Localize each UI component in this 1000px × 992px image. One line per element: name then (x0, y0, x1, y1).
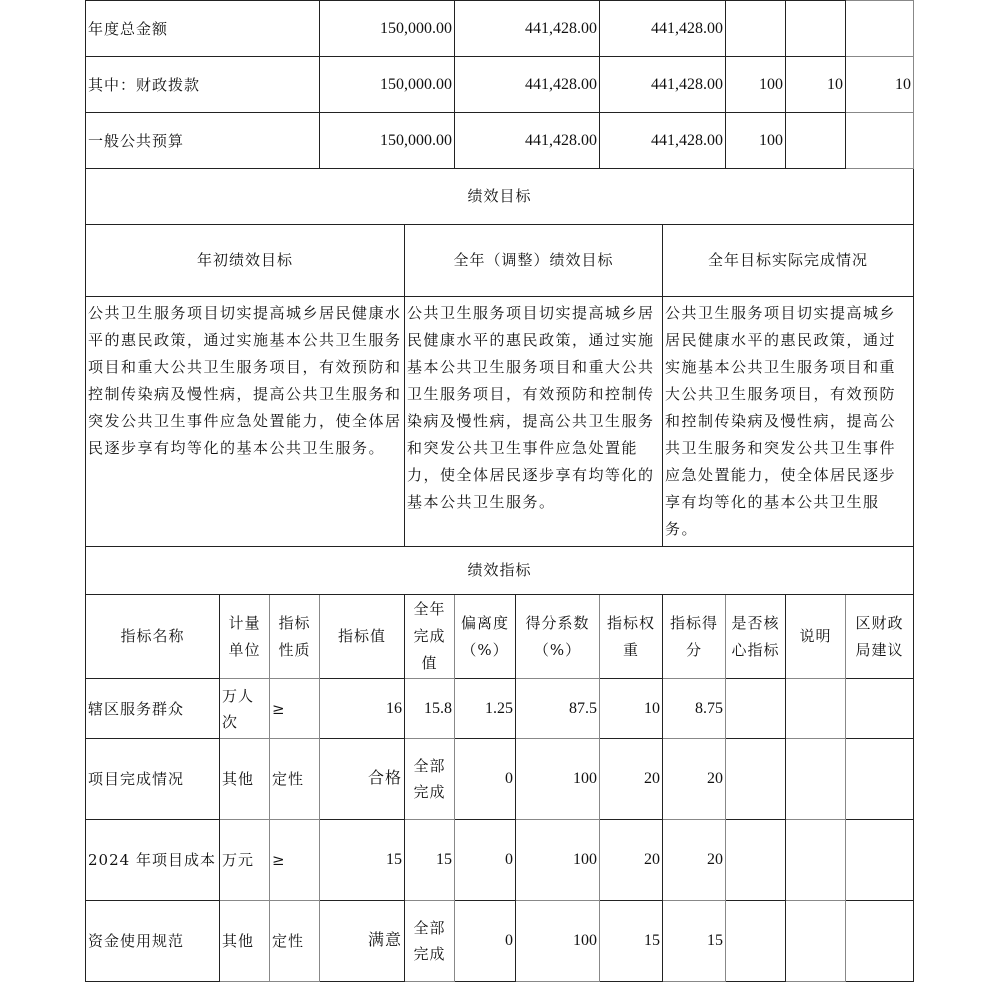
score-value (846, 1, 914, 57)
indicator-note (786, 679, 846, 739)
actual-completion-header: 全年目标实际完成情况 (663, 225, 914, 297)
adjusted-budget-value: 441,428.00 (455, 1, 600, 57)
initial-budget-value: 150,000.00 (320, 113, 455, 169)
indicator-score: 20 (663, 739, 726, 820)
col-header-unit: 计量单位 (220, 595, 270, 679)
indicator-score: 8.75 (663, 679, 726, 739)
indicator-score: 15 (663, 901, 726, 982)
indicator-score: 20 (663, 820, 726, 901)
execution-rate-value (726, 1, 786, 57)
indicator-weight: 20 (600, 820, 663, 901)
col-header-indicator-name: 指标名称 (86, 595, 220, 679)
indicator-note (786, 739, 846, 820)
budget-row-label: 年度总金额 (86, 1, 320, 57)
indicator-unit: 其他 (220, 739, 270, 820)
indicator-suggestion (846, 820, 914, 901)
indicator-weight: 10 (600, 679, 663, 739)
indicator-unit: 万元 (220, 820, 270, 901)
budget-row (86, 113, 914, 169)
adjusted-budget-value: 441,428.00 (455, 57, 600, 113)
indicator-actual: 15.8 (405, 679, 455, 739)
indicators-column-header-row (86, 595, 914, 679)
initial-goal-header: 年初绩效目标 (86, 225, 405, 297)
indicator-deviation: 0 (455, 901, 516, 982)
indicator-row (86, 820, 914, 901)
indicator-suggestion (846, 739, 914, 820)
indicators-section-title: 绩效指标 (86, 547, 914, 595)
indicator-deviation: 0 (455, 820, 516, 901)
goals-header-row (86, 225, 914, 297)
budget-row (86, 1, 914, 57)
budget-row-label: 一般公共预算 (86, 113, 320, 169)
indicator-note (786, 901, 846, 982)
score-value (846, 113, 914, 169)
indicator-core (726, 901, 786, 982)
executed-value: 441,428.00 (600, 113, 726, 169)
indicator-coefficient: 100 (516, 739, 600, 820)
indicator-target: 15 (320, 820, 405, 901)
indicator-core (726, 739, 786, 820)
goals-text-row (86, 297, 914, 547)
weight-value (786, 113, 846, 169)
goals-section-header-row (86, 169, 914, 225)
indicator-row (86, 679, 914, 739)
col-header-core: 是否核心指标 (726, 595, 786, 679)
indicator-name: 2024 年项目成本 (86, 820, 220, 901)
budget-row-label: 其中：财政拨款 (86, 57, 320, 113)
col-header-score: 指标得分 (663, 595, 726, 679)
indicator-coefficient: 87.5 (516, 679, 600, 739)
col-header-actual: 全年完成值 (405, 595, 455, 679)
indicator-coefficient: 100 (516, 820, 600, 901)
col-header-weight: 指标权重 (600, 595, 663, 679)
indicator-actual: 15 (405, 820, 455, 901)
initial-budget-value: 150,000.00 (320, 57, 455, 113)
executed-value: 441,428.00 (600, 1, 726, 57)
goals-section-title: 绩效目标 (86, 169, 914, 225)
indicator-actual: 全部完成 (405, 901, 455, 982)
weight-value: 10 (786, 57, 846, 113)
indicator-name: 项目完成情况 (86, 739, 220, 820)
adjusted-goal-text: 公共卫生服务项目切实提高城乡居民健康水平的惠民政策，通过实施基本公共卫生服务项目和重大公共卫生服务项目，有效预防和控制传染病及慢性病，提高公共卫生服务和突发公共卫生事件应急处置能力，使全体居民逐步享有均等化的基本公共卫生服务。 (405, 297, 663, 547)
indicator-row (86, 739, 914, 820)
indicator-unit: 其他 (220, 901, 270, 982)
indicator-nature: 定性 (270, 739, 320, 820)
indicator-nature: ≥ (270, 679, 320, 739)
executed-value: 441,428.00 (600, 57, 726, 113)
indicator-name: 辖区服务群众 (86, 679, 220, 739)
budget-and-goals-table (85, 0, 914, 982)
initial-budget-value: 150,000.00 (320, 1, 455, 57)
indicator-unit: 万人次 (220, 679, 270, 739)
indicator-coefficient: 100 (516, 901, 600, 982)
col-header-suggestion: 区财政局建议 (846, 595, 914, 679)
execution-rate-value: 100 (726, 113, 786, 169)
col-header-deviation: 偏离度（%） (455, 595, 516, 679)
indicator-name: 资金使用规范 (86, 901, 220, 982)
indicators-section-header-row (86, 547, 914, 595)
execution-rate-value: 100 (726, 57, 786, 113)
indicator-target: 16 (320, 679, 405, 739)
col-header-coefficient: 得分系数（%） (516, 595, 600, 679)
performance-evaluation-table (85, 0, 913, 982)
col-header-nature: 指标性质 (270, 595, 320, 679)
actual-completion-text: 公共卫生服务项目切实提高城乡居民健康水平的惠民政策，通过实施基本公共卫生服务项目和重大公共卫生服务项目，有效预防和控制传染病及慢性病，提高公共卫生服务和突发公共卫生事件应急处置能力，使全体居民逐步享有均等化的基本公共卫生服务。 (663, 297, 914, 547)
score-value: 10 (846, 57, 914, 113)
initial-goal-text: 公共卫生服务项目切实提高城乡居民健康水平的惠民政策，通过实施基本公共卫生服务项目和重大公共卫生服务项目，有效预防和控制传染病及慢性病，提高公共卫生服务和突发公共卫生事件应急处置能力，使全体居民逐步享有均等化的基本公共卫生服务。 (86, 297, 405, 547)
indicator-row (86, 901, 914, 982)
indicator-target: 合格 (320, 739, 405, 820)
weight-value (786, 1, 846, 57)
indicator-core (726, 679, 786, 739)
indicator-suggestion (846, 679, 914, 739)
indicator-actual: 全部完成 (405, 739, 455, 820)
indicator-weight: 20 (600, 739, 663, 820)
col-header-note: 说明 (786, 595, 846, 679)
indicator-suggestion (846, 901, 914, 982)
indicator-deviation: 1.25 (455, 679, 516, 739)
indicator-nature: 定性 (270, 901, 320, 982)
indicator-target: 满意 (320, 901, 405, 982)
col-header-target: 指标值 (320, 595, 405, 679)
indicator-note (786, 820, 846, 901)
indicator-nature: ≥ (270, 820, 320, 901)
indicator-deviation: 0 (455, 739, 516, 820)
indicator-weight: 15 (600, 901, 663, 982)
indicator-core (726, 820, 786, 901)
budget-row (86, 57, 914, 113)
adjusted-budget-value: 441,428.00 (455, 113, 600, 169)
adjusted-goal-header: 全年（调整）绩效目标 (405, 225, 663, 297)
